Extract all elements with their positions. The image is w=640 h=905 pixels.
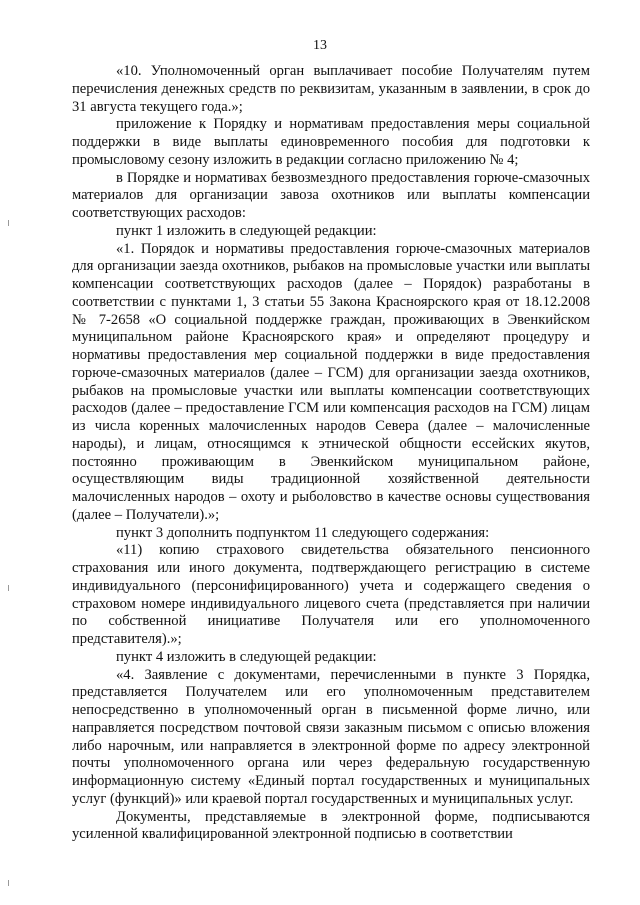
- scan-edge-mark: [8, 880, 9, 886]
- paragraph-8: пункт 4 изложить в следующей редакции:: [116, 648, 377, 665]
- paragraph-6: пункт 3 дополнить подпунктом 11 следующего содержания:: [116, 524, 490, 541]
- paragraph-5: «1. Порядок и нормативы предоставления горюче-смазочных материалов для организации заезда охотников, рыбаков на промысловые участки или выплаты компенсации соответствующих расходов (далее – Порядок) разработаны в соответствии с пунктами 1, 3 статьи 55 Закона Красноярского края от 18.12.2008 № 7-2658 «О социальной поддержке граждан, проживающих в Эвенкийском муниципальном районе Красноярского края» и определяют процедуру и нормативы предоставления мер социальной поддержки в виде предоставления горюче-смазочных материалов (далее – ГСМ) для организации заезда охотников, рыбаков на промысловые участки или выплаты компенсации соответствующих расходов (далее – предоставление ГСМ или компенсация расходов на ГСМ) лицам из числа коренных малочисленных народов Севера (далее – малочисленные народы), и лицам, относящимся к этнической общности ессейских якутов, постоянно проживающим в Эвенкийском муниципальном районе, осуществляющим виды традиционной хозяйственной деятельности малочисленных народов – охоту и рыболовство в качестве основы существования (далее – Получатели).»;: [72, 240, 590, 523]
- paragraph-2: приложение к Порядку и нормативам предоставления меры социальной поддержки в виде выплаты единовременного пособия для подготовки к промысловому сезону изложить в редакции согласно приложению № 4;: [72, 116, 590, 168]
- paragraph-3: в Порядке и нормативах безвозмездного предоставления горюче-смазочных материалов для организации завоза охотников или выплаты компенсации соответствующих расходов:: [72, 169, 590, 221]
- paragraph-9: «4. Заявление с документами, перечисленными в пункте 3 Порядка, представляется Получателем или его уполномоченным представителем непосредственно в уполномоченный орган в письменной форме лично, или направляется посредством почтовой связи заказным письмом с описью вложения либо нарочным, или направляется в электронной форме по адресу электронной почты уполномоченного органа или через федеральную государственную информационную систему «Единый портал государственных и муниципальных услуг (функций)» или краевой портал государственных и муниципальных услуг.: [72, 666, 590, 807]
- paragraph-7: «11) копию страхового свидетельства обязательного пенсионного страхования или иного документа, подтверждающего регистрацию в системе индивидуального (персонифицированного) учета и содержащего сведения о страховом номере индивидуального лицевого счета (представляется при наличии по собственной инициативе Получателя или его уполномоченного представителя).»;: [72, 542, 590, 647]
- paragraph-1: «10. Уполномоченный орган выплачивает пособие Получателям путем перечисления денежных средств по реквизитам, указанным в заявлении, в срок до 31 августа текущего года.»;: [72, 63, 590, 115]
- paragraph-4: пункт 1 изложить в следующей редакции:: [116, 222, 377, 239]
- paragraph-10: Документы, представляемые в электронной форме, подписываются усиленной квалифицированной электронной подписью в соответствии: [72, 808, 590, 843]
- document-body: [72, 63, 590, 844]
- scan-edge-mark: [8, 220, 9, 226]
- page-number: 13: [313, 38, 327, 53]
- scan-edge-mark: [8, 585, 9, 591]
